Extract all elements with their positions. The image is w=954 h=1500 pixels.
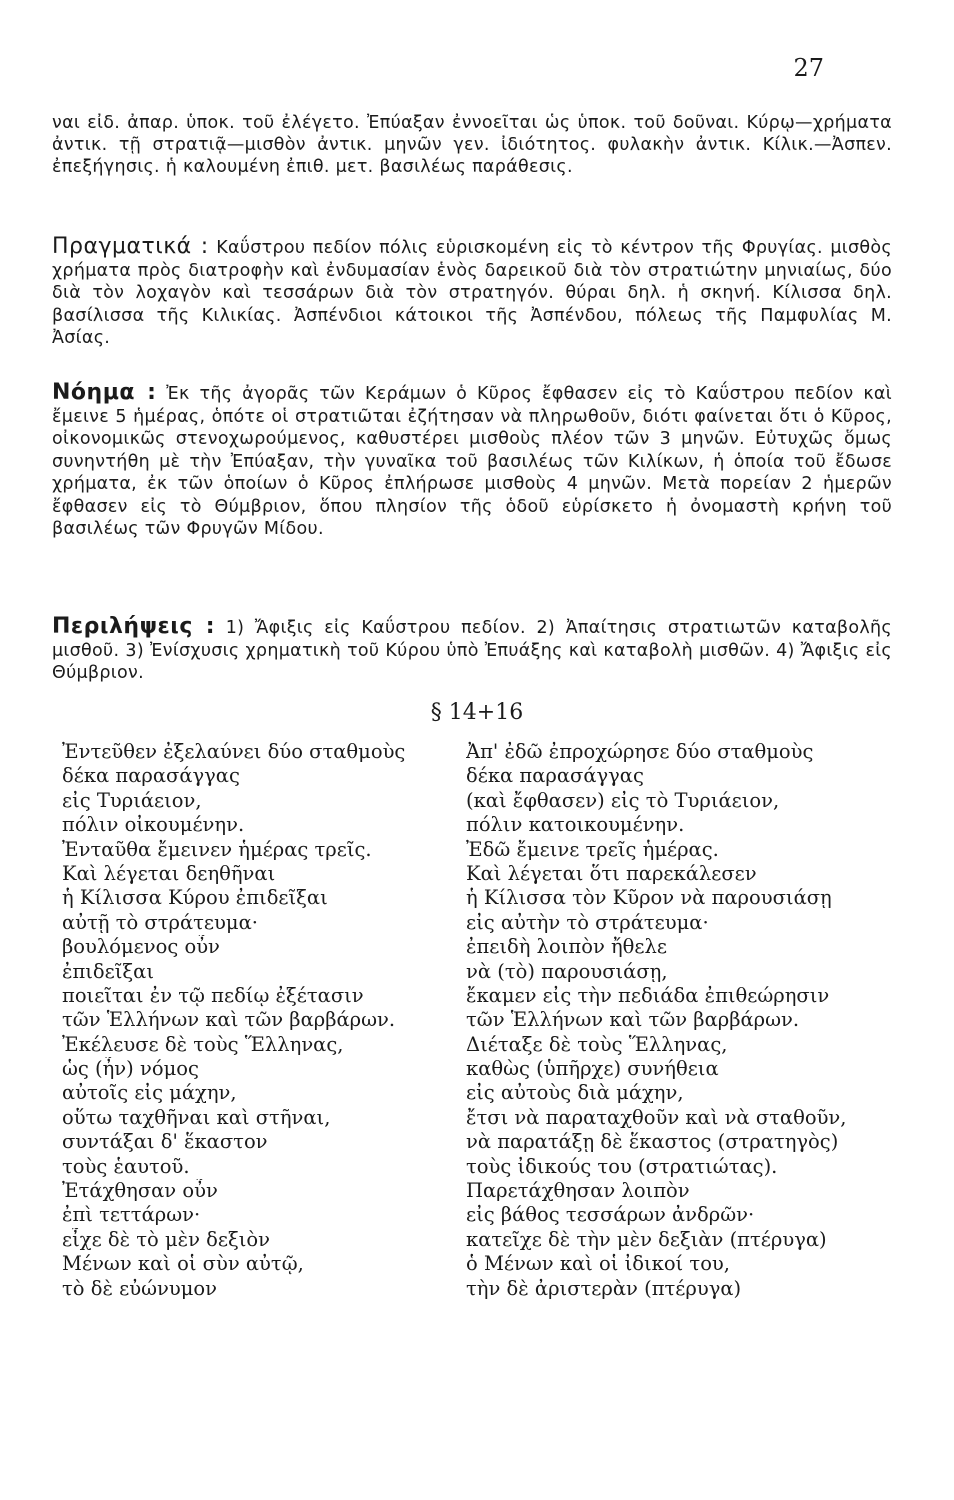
ancient-text-line: ποιεῖται ἐν τῷ πεδίῳ ἐξέτασιν — [62, 983, 364, 1007]
pragmatika-text: Καΰστρου πεδίον πόλις εὑρισκομένη εἰς τὸ κέντρον τῆς Φρυγίας. μισθὸς χρήματα πρὸς διατροφὴν καὶ ἐνδυμασίαν ἑνὸς δαρεικοῦ διὰ τὸν στρατιώτην μηνιαίως, δύο διὰ τὸν λοχαγὸν καὶ τεσσάρων διὰ τὸν στρατηγόν. θύραι δηλ. ἡ σκηνή. Κίλισσα δηλ. βασίλισσα τῆς Κιλικίας. Ἀσπένδιοι κάτοικοι τῆς Ἀσπένδου, πόλεως τῆς Παμφυλίας Μ. Ἀσίας. — [52, 238, 892, 348]
ancient-text-line: Μένων καὶ οἱ σὺν αὐτῷ, — [62, 1252, 304, 1276]
section-mark: § 14+16 — [430, 700, 524, 725]
translation-line: πόλιν κατοικουμένην. — [466, 813, 685, 837]
page-number: 27 — [793, 54, 824, 82]
translation-line: ἡ Κίλισσα τὸν Κῦρον νὰ παρουσιάσῃ — [466, 886, 832, 910]
translation-line: Παρετάχθησαν λοιπὸν — [466, 1179, 690, 1203]
ancient-text-line: αὐτῇ τὸ στράτευμα· — [62, 910, 258, 934]
translation-line: ἔτσι νὰ παραταχθοῦν καὶ νὰ σταθοῦν, — [466, 1105, 847, 1129]
ancient-text-line: τὸ δὲ εὐώνυμον — [62, 1276, 217, 1300]
translation-line: εἰς αὐτὴν τὸ στράτευμα· — [466, 910, 709, 934]
translation-line: δέκα παρασάγγας — [466, 764, 644, 788]
ancient-text-line: Καὶ λέγεται δεηθῆναι — [62, 861, 276, 885]
ancient-text-line: εἶχε δὲ τὸ μὲν δεξιὸν — [62, 1227, 271, 1251]
ancient-text-line: ὡς (ἦν) νόμος — [62, 1057, 199, 1081]
translation-line: Ἐδῶ ἔμεινε τρεῖς ἡμέρας. — [466, 837, 719, 861]
ancient-text-line: ἐπὶ τεττάρων· — [62, 1203, 201, 1227]
ancient-text-line: τοὺς ἑαυτοῦ. — [62, 1154, 190, 1178]
translation-line: τοὺς ἰδικούς του (στρατιώτας). — [466, 1154, 778, 1178]
translation-line: τὴν δὲ ἀριστερὰν (πτέρυγα) — [466, 1276, 742, 1300]
ancient-text-line: Ἐντεῦθεν ἐξελαύνει δύο σταθμοὺς — [62, 740, 406, 763]
ancient-text-line: τῶν Ἑλλήνων καὶ τῶν βαρβάρων. — [62, 1008, 396, 1032]
ancient-text-line: αὐτοῖς εἰς μάχην, — [62, 1081, 237, 1105]
translation-line: ἔκαμεν εἰς τὴν πεδιάδα ἐπιθεώρησιν — [466, 983, 830, 1007]
ancient-text-line: βουλόμενος οὖν — [62, 935, 220, 959]
translation-line: καθὼς (ὑπῆρχε) συνήθεια — [466, 1057, 719, 1081]
translation-line: ὁ Μένων καὶ οἱ ἰδικοί του, — [466, 1252, 730, 1276]
perilipseis-heading: Περιλήψεις : — [52, 614, 216, 639]
ancient-text-line: Ἐτάχθησαν οὖν — [62, 1179, 218, 1203]
translation-column — [466, 740, 906, 1301]
noima-text: Ἐκ τῆς ἀγορᾶς τῶν Κεράμων ὁ Κῦρος ἔφθασεν εἰς τὸ Καΰστρου πεδίον καὶ ἔμεινε 5 ἡμέρας, ὁπότε οἱ στρατιῶται ἐζήτησαν νὰ πληρωθοῦν, διότι φαίνεται ὅτι ὁ Κῦρος, οἰκονομικῶς στενοχωρούμενος, καθυστέρει μισθοὺς πλέον τῶν 3 μηνῶν. Εὐτυχῶς ὅμως συνηντήθη μὲ τὴν Ἐπύαξαν, τὴν γυναῖκα τοῦ βασιλέως τῶν Κιλίκων, ἡ ὁποία τοῦ ἔδωσε χρήματα, ἐκ τῶν ὁποίων ὁ Κῦρος ἐπλήρωσε μισθοὺς 4 μηνῶν. Μετὰ πορείαν 2 ἡμερῶν ἔφθασεν εἰς τὸ Θύμβριον, ὅπου πλησίον τῆς ὁδοῦ εὑρίσκετο ἡ ὀνομαστὴ κρήνη τοῦ βασιλέως τῶν Φρυγῶν Μίδου. — [52, 384, 892, 539]
translation-line: ἐπειδὴ λοιπὸν ἤθελε — [466, 935, 667, 959]
ancient-text-column — [62, 740, 460, 1301]
translation-line: (καὶ ἔφθασεν) εἰς τὸ Τυριάειον, — [466, 788, 780, 812]
perilipseis-section — [52, 616, 892, 685]
grammar-notes-text: ναι εἰδ. ἀπαρ. ὑποκ. τοῦ ἐλέγετο. Ἐπύαξαν ἐννοεῖται ὡς ὑποκ. τοῦ δοῦναι. Κύρῳ—χρήματα ἀντικ. τῇ στρατιᾷ—μισθὸν ἀντικ. μηνῶν γεν. ἰδιότητος. φυλακὴν ἀντικ. Κίλικ.—Ἀσπεν. ἐπεξήγησις. ἡ καλουμένη ἐπιθ. μετ. βασιλέως παράθεσις. — [52, 113, 892, 177]
pragmatika-section — [52, 236, 892, 350]
noima-heading: Νόημα : — [52, 380, 157, 405]
ancient-text-line: συντάξαι δ' ἕκαστον — [62, 1130, 268, 1154]
ancient-text-line: οὕτω ταχθῆναι καὶ στῆναι, — [62, 1105, 331, 1129]
translation-line: εἰς βάθος τεσσάρων ἀνδρῶν· — [466, 1203, 755, 1227]
translation-line: εἰς αὐτοὺς διὰ μάχην, — [466, 1081, 684, 1105]
ancient-text-line: Ἐκέλευσε δὲ τοὺς Ἕλληνας, — [62, 1032, 344, 1056]
ancient-text-line: ἡ Κίλισσα Κύρου ἐπιδεῖξαι — [62, 886, 328, 910]
ancient-text-line: πόλιν οἰκουμένην. — [62, 813, 245, 837]
ancient-text-line: Ἐνταῦθα ἔμεινεν ἡμέρας τρεῖς. — [62, 837, 372, 861]
translation-line: τῶν Ἑλλήνων καὶ τῶν βαρβάρων. — [466, 1008, 800, 1032]
translation-line: νὰ παρατάξῃ δὲ ἕκαστος (στρατηγὸς) — [466, 1130, 839, 1154]
noima-section — [52, 382, 892, 541]
translation-line: Καὶ λέγεται ὅτι παρεκάλεσεν — [466, 861, 757, 885]
perilipseis-text: 1) Ἄφιξις εἰς Καΰστρου πεδίον. 2) Ἀπαίτησις στρατιωτῶν καταβολῆς μισθοῦ. 3) Ἐνίσχυσις χρηματικὴ τοῦ Κύρου ὑπὸ Ἐπυάξης καὶ καταβολὴ μισθῶν. 4) Ἄφιξις εἰς Θύμβριον. — [52, 618, 892, 683]
translation-line: κατεῖχε δὲ τὴν μὲν δεξιὰν (πτέρυγα) — [466, 1227, 827, 1251]
translation-line: νὰ (τὸ) παρουσιάσῃ, — [466, 959, 668, 983]
grammar-notes — [52, 112, 892, 178]
ancient-text-line: ἐπιδεῖξαι — [62, 959, 154, 983]
translation-line: Διέταξε δὲ τοὺς Ἕλληνας, — [466, 1032, 728, 1056]
ancient-text-line: δέκα παρασάγγας — [62, 764, 240, 788]
translation-line: Ἀπ' ἐδῶ ἐπροχώρησε δύο σταθμοὺς — [466, 740, 814, 763]
ancient-text-line: εἰς Τυριάειον, — [62, 788, 202, 812]
pragmatika-heading: Πραγματικά : — [52, 234, 209, 259]
